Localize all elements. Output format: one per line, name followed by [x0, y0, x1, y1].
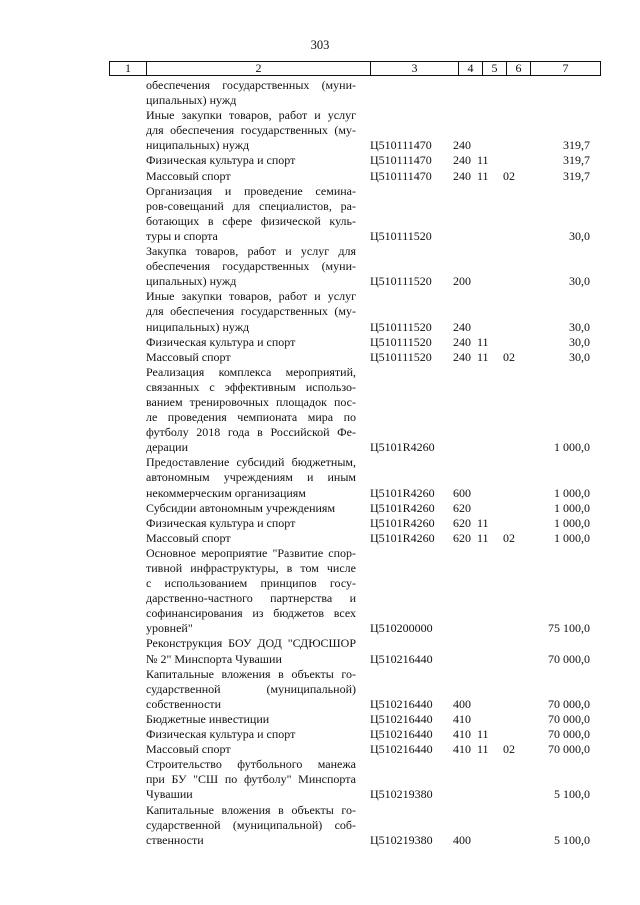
row-code: Ц510219380 — [370, 832, 433, 847]
row-name-line: Закупка товаров, работ и услуг для — [146, 244, 356, 259]
row-name-line: уровней" — [146, 621, 193, 636]
budget-table-body — [0, 78, 640, 848]
row-name — [146, 667, 356, 712]
row-amount: 1 000,0 — [554, 530, 590, 545]
row-expense-type: 400 — [453, 696, 471, 711]
row-name-line: № 2" Минспорта Чувашии — [146, 651, 282, 666]
row-name-line: Капитальные вложения в объекты го- — [146, 802, 356, 817]
row-name-line: обеспечения государственных (муни- — [146, 78, 356, 92]
row-name — [146, 712, 356, 727]
row-name-line: ров-совещаний для специалистов, ра- — [146, 198, 356, 213]
column-header-6: 6 — [507, 62, 531, 75]
row-code: Ц510111470 — [370, 153, 432, 168]
row-amount: 70 000,0 — [548, 742, 590, 757]
row-expense-type: 620 — [453, 500, 471, 515]
row-name — [146, 531, 356, 546]
row-name-line: туры и спорта — [146, 228, 218, 243]
row-subsection: 02 — [503, 168, 515, 183]
table-row — [0, 78, 640, 108]
row-name-line: ботающих в сфере физической куль- — [146, 213, 356, 228]
row-amount: 5 100,0 — [554, 787, 590, 802]
row-code: Ц510111520 — [370, 274, 432, 289]
column-header-7: 7 — [562, 61, 569, 75]
row-name — [146, 153, 356, 168]
row-name-line: Чувашии — [146, 787, 193, 802]
row-name-line: Основное мероприятие "Развитие спор- — [146, 545, 356, 560]
row-name — [146, 108, 356, 153]
table-row — [0, 667, 640, 712]
table-row — [0, 531, 640, 546]
row-name — [146, 757, 356, 802]
row-name-line: ципальных) нужд — [146, 93, 237, 108]
row-name — [146, 455, 356, 500]
row-name-line: Организация и проведение семина- — [146, 183, 356, 198]
row-code: Ц510111520 — [370, 334, 432, 349]
row-subsection: 02 — [503, 530, 515, 545]
row-name — [146, 516, 356, 531]
row-name-line: Иные закупки товаров, работ и услуг — [146, 289, 356, 304]
row-name-line: Массовый спорт — [146, 168, 231, 183]
row-amount: 1 000,0 — [554, 515, 590, 530]
row-name — [146, 335, 356, 350]
table-row — [0, 636, 640, 666]
row-section: 11 — [477, 168, 489, 183]
row-name-line: Реконструкция БОУ ДОД "СДЮСШОР — [146, 636, 356, 651]
table-row — [0, 803, 640, 848]
row-name — [146, 184, 356, 244]
row-code: Ц510216440 — [370, 711, 433, 726]
row-code: Ц510200000 — [370, 621, 433, 636]
row-section: 11 — [477, 530, 489, 545]
row-amount: 319,7 — [563, 168, 590, 183]
row-code: Ц510111520 — [370, 319, 432, 334]
row-section: 11 — [477, 742, 489, 757]
row-code: Ц510216440 — [370, 696, 433, 711]
row-name-line: футболу 2018 года в Российской Фе- — [146, 425, 356, 440]
table-row — [0, 727, 640, 742]
row-code: Ц510111470 — [370, 168, 432, 183]
column-header-3: 3 — [371, 62, 459, 75]
row-amount: 30,0 — [569, 334, 590, 349]
row-code: Ц510216440 — [370, 727, 433, 742]
column-header-5: 5 — [483, 62, 507, 75]
row-subsection: 02 — [503, 349, 515, 364]
table-row — [0, 455, 640, 500]
row-amount: 70 000,0 — [548, 727, 590, 742]
row-section: 11 — [477, 153, 489, 168]
row-name-line: Физическая культура и спорт — [146, 334, 296, 349]
row-code: Ц5101R4260 — [370, 515, 435, 530]
row-amount: 319,7 — [563, 138, 590, 153]
row-name-line: Субсидии автономным учреждениям — [146, 500, 336, 515]
row-name-line: Капитальные вложения в объекты го- — [146, 666, 356, 681]
row-amount: 1 000,0 — [554, 440, 590, 455]
row-amount: 30,0 — [569, 349, 590, 364]
row-section: 11 — [477, 349, 489, 364]
row-name-line: софинансирования из бюджетов всех — [146, 606, 356, 621]
row-name-line: дерации — [146, 440, 189, 455]
row-name-line: при БУ "СШ по футболу" Минспорта — [146, 772, 356, 787]
row-expense-type: 600 — [453, 485, 471, 500]
row-section: 11 — [477, 727, 489, 742]
row-expense-type: 410 — [453, 727, 471, 742]
row-code: Ц510111520 — [370, 228, 432, 243]
row-name — [146, 742, 356, 757]
table-row — [0, 169, 640, 184]
row-name-line: Реализация комплекса мероприятий, — [146, 364, 356, 379]
row-name-line: тивной инфраструктуры, в том числе — [146, 561, 356, 575]
row-name — [146, 244, 356, 289]
row-expense-type: 410 — [453, 711, 471, 726]
row-section: 11 — [477, 515, 489, 530]
row-name-line: для обеспечения государственных (му- — [146, 304, 356, 319]
row-name-line: с использованием принципов госу- — [146, 576, 356, 591]
row-name — [146, 169, 356, 184]
row-amount: 30,0 — [569, 319, 590, 334]
row-name — [146, 501, 356, 516]
row-name-line: сударственной (муниципальной) — [146, 681, 356, 696]
row-expense-type: 240 — [453, 153, 471, 168]
row-expense-type: 240 — [453, 168, 471, 183]
row-name-line: ле проведения чемпионата мира по — [146, 410, 356, 425]
row-amount: 75 100,0 — [548, 621, 590, 636]
row-name-line: Массовый спорт — [146, 742, 231, 757]
row-name-line: Физическая культура и спорт — [146, 515, 296, 530]
table-row — [0, 742, 640, 757]
row-name-line: Иные закупки товаров, работ и услуг — [146, 108, 356, 123]
row-expense-type: 410 — [453, 742, 471, 757]
row-expense-type: 240 — [453, 349, 471, 364]
table-row — [0, 712, 640, 727]
row-expense-type: 200 — [453, 274, 471, 289]
row-code: Ц510216440 — [370, 651, 433, 666]
row-code: Ц510111520 — [370, 349, 432, 364]
row-name-line: ципальных) нужд — [146, 274, 237, 289]
column-header-1: 1 — [110, 62, 147, 75]
row-name-line: дарственно-частного партнерства и — [146, 591, 356, 606]
row-name-line: собственности — [146, 696, 222, 711]
row-name-line: Бюджетные инвестиции — [146, 711, 270, 726]
row-amount: 5 100,0 — [554, 832, 590, 847]
row-name — [146, 78, 356, 108]
row-amount: 30,0 — [569, 274, 590, 289]
row-name-line: связанных с эффективным использо- — [146, 379, 356, 394]
row-name-line: ванием тренировочных площадок пос- — [146, 394, 356, 409]
row-code: Ц5101R4260 — [370, 485, 435, 500]
row-name-line: автономным учреждениям и иным — [146, 470, 356, 485]
column-header-row — [109, 61, 601, 76]
row-name-line: Физическая культура и спорт — [146, 727, 296, 742]
row-expense-type: 240 — [453, 138, 471, 153]
table-row — [0, 108, 640, 153]
column-header-4: 4 — [459, 62, 483, 75]
row-amount: 70 000,0 — [548, 696, 590, 711]
row-name — [146, 803, 356, 848]
row-amount: 70 000,0 — [548, 651, 590, 666]
row-expense-type: 240 — [453, 334, 471, 349]
row-amount: 319,7 — [563, 153, 590, 168]
page-number: 303 — [310, 38, 330, 52]
row-name — [146, 365, 356, 456]
row-name — [146, 727, 356, 742]
row-name — [146, 546, 356, 637]
row-code: Ц510111470 — [370, 138, 432, 153]
table-row — [0, 184, 640, 244]
row-amount: 30,0 — [569, 228, 590, 243]
table-row — [0, 350, 640, 365]
row-expense-type: 400 — [453, 832, 471, 847]
row-name — [146, 289, 356, 334]
table-row — [0, 335, 640, 350]
table-row — [0, 516, 640, 531]
row-code: Ц510216440 — [370, 742, 433, 757]
row-amount: 70 000,0 — [548, 711, 590, 726]
row-section: 11 — [477, 334, 489, 349]
row-name-line: ниципальных) нужд — [146, 319, 250, 334]
row-code: Ц5101R4260 — [370, 440, 435, 455]
row-expense-type: 620 — [453, 515, 471, 530]
row-name-line: Предоставление субсидий бюджетным, — [146, 455, 356, 470]
table-row — [0, 501, 640, 516]
row-name-line: Физическая культура и спорт — [146, 153, 296, 168]
row-amount: 1 000,0 — [554, 485, 590, 500]
table-row — [0, 153, 640, 168]
row-code: Ц5101R4260 — [370, 530, 435, 545]
row-amount: 1 000,0 — [554, 500, 590, 515]
column-header-2: 2 — [147, 62, 371, 75]
row-code: Ц510219380 — [370, 787, 433, 802]
row-name — [146, 636, 356, 666]
row-name-line: Массовый спорт — [146, 530, 231, 545]
row-name-line: ниципальных) нужд — [146, 138, 250, 153]
row-expense-type: 620 — [453, 530, 471, 545]
row-expense-type: 240 — [453, 319, 471, 334]
table-row — [0, 365, 640, 456]
row-name-line: сударственной (муниципальной) соб- — [146, 817, 356, 832]
table-row — [0, 546, 640, 637]
table-row — [0, 244, 640, 289]
table-row — [0, 757, 640, 802]
row-name-line: Массовый спорт — [146, 349, 231, 364]
row-name-line: для обеспечения государственных (му- — [146, 123, 356, 138]
row-name-line: обеспечения государственных (муни- — [146, 259, 356, 274]
row-name-line: ственности — [146, 832, 204, 847]
row-subsection: 02 — [503, 742, 515, 757]
table-row — [0, 289, 640, 334]
row-code: Ц5101R4260 — [370, 500, 435, 515]
row-name — [146, 350, 356, 365]
row-name-line: Строительство футбольного манежа — [146, 757, 356, 772]
row-name-line: некоммерческим организациям — [146, 485, 306, 500]
